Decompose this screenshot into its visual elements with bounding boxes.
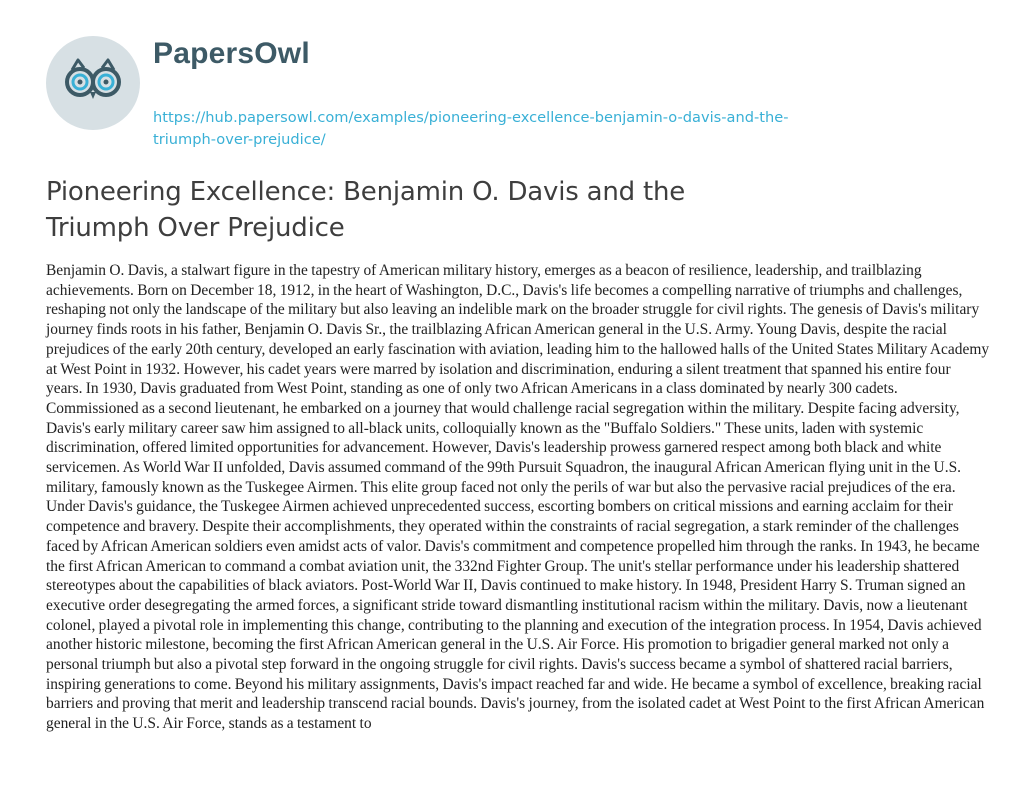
article-body: Benjamin O. Davis, a stalwart figure in the tapestry of American military history, emerges as a beacon of resilience, leadership, and trailblazing achievements. Born on December 18, 1912, in the heart of Washington, D.C., Davis's life becomes a compelling narrative of triumphs and challenges, reshaping not only the landscape of the military but also leaving an indelible mark on the broader struggle for civil rights. The genesis of Davis's military journey finds roots in his father, Benjamin O. Davis Sr., the trailblazing African American general in the U.S. Army. Young Davis, despite the racial prejudices of the early 20th century, developed an early fascination with aviation, leading him to the hallowed halls of the United States Military Academy at West Point in 1932. However, his cadet years were marred by isolation and discrimination, enduring a silent treatment that spanned his entire four years. In 1930, Davis graduated from West Point, standing as one of only two African Americans in a class dominated by nearly 300 cadets. Commissioned as a second lieutenant, he embarked on a journey that would challenge racial segregation within the military. Despite facing adversity, Davis's early military career saw him assigned to all-black units, colloquially known as the "Buffalo Soldiers." These units, laden with systemic discrimination, offered limited opportunities for advancement. However, Davis's leadership prowess garnered respect among both black and white servicemen. As World War II unfolded, Davis assumed command of the 99th Pursuit Squadron, the inaugural African American flying unit in the U.S. military, famously known as the Tuskegee Airmen. This elite group faced not only the perils of war but also the pervasive racial prejudices of the era. Under Davis's guidance, the Tuskegee Airmen achieved unprecedented success, escorting bombers on critical missions and earning acclaim for their competence and bravery. Despite their accomplishments, they operated within the constraints of racial segregation, a stark reminder of the challenges faced by African American soldiers even amidst acts of valor. Davis's commitment and competence propelled him through the ranks. In 1943, he became the first African American to command a combat aviation unit, the 332nd Fighter Group. The unit's stellar performance under his leadership shattered stereotypes about the capabilities of black aviators. Post-World War II, Davis continued to make history. In 1948, President Harry S. Truman signed an executive order desegregating the armed forces, a significant stride toward dismantling institutional racism within the military. Davis, now a lieutenant colonel, played a pivotal role in implementing this change, contributing to the planning and execution of the integration process. In 1954, Davis achieved another historic milestone, becoming the first African American general in the U.S. Air Force. His promotion to brigadier general marked not only a personal triumph but also a pivotal step forward in the ongoing struggle for civil rights. Davis's success became a symbol of shattered racial barriers, inspiring generations to come. Beyond his military assignments, Davis's impact reached far and wide. He became a symbol of excellence, breaking racial barriers and proving that merit and leadership transcend racial bounds. Davis's journey, from the isolated cadet at West Point to the first African American general in the U.S. Air Force, stands as a testament to bbox=[46, 262, 990, 733]
article-title: Pioneering Excellence: Benjamin O. Davis and the Triumph Over Prejudice bbox=[46, 177, 686, 243]
source-url-link[interactable]: https://hub.papersowl.com/examples/pioneering-excellence-benjamin-o-davis-and-the- triumph-over-prejudice/ bbox=[153, 109, 789, 148]
brand-name[interactable]: PapersOwl bbox=[153, 37, 310, 70]
site-header bbox=[46, 36, 946, 156]
owl-logo-icon[interactable] bbox=[46, 36, 140, 130]
